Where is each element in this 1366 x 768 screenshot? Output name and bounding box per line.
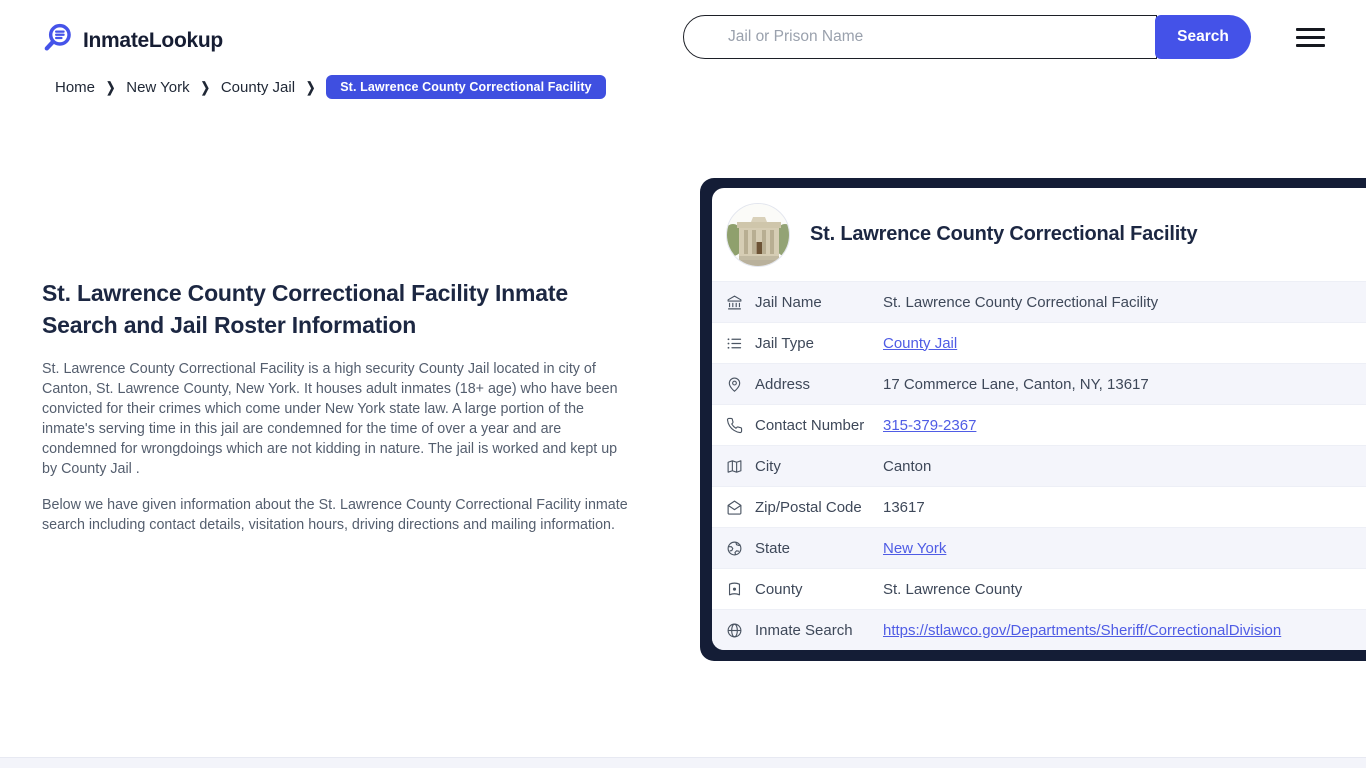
breadcrumb xyxy=(55,75,606,99)
search-button[interactable]: Search xyxy=(1155,15,1251,59)
earth-icon xyxy=(726,540,743,557)
county-value: St. Lawrence County xyxy=(883,580,1023,598)
chevron-right-icon: ❯ xyxy=(306,80,316,96)
chevron-right-icon: ❯ xyxy=(200,80,210,96)
jail-type-link[interactable]: County Jail xyxy=(883,334,958,352)
row-label: Inmate Search xyxy=(755,621,853,639)
facility-card xyxy=(700,178,1366,661)
bank-icon xyxy=(726,294,743,311)
page-title: St. Lawrence County Correctional Facility Inmate Search and Jail Roster Information xyxy=(42,280,568,338)
facility-photo xyxy=(726,203,790,267)
row-label: State xyxy=(755,539,791,557)
row-label: Jail Name xyxy=(755,293,822,311)
breadcrumb-county-jail[interactable]: County Jail xyxy=(220,78,296,96)
facility-card-body xyxy=(712,188,1366,650)
table-row-jail-type xyxy=(712,322,1366,363)
chevron-right-icon: ❯ xyxy=(106,80,116,96)
table-row-jail-name xyxy=(712,281,1366,322)
table-row-inmate-search xyxy=(712,609,1366,650)
globe-icon xyxy=(726,622,743,639)
menu-hamburger-icon[interactable] xyxy=(1296,28,1325,47)
map-pin-icon xyxy=(726,376,743,393)
table-row-address xyxy=(712,363,1366,404)
zip-code-value: 13617 xyxy=(883,498,925,516)
table-row-state xyxy=(712,527,1366,568)
map-icon xyxy=(726,458,743,475)
magnifier-logo-icon xyxy=(42,22,74,59)
city-value: Canton xyxy=(883,457,932,475)
row-label: Contact Number xyxy=(755,416,865,434)
facility-card-title: St. Lawrence County Correctional Facility xyxy=(810,223,1198,245)
facility-card-header xyxy=(712,188,1366,281)
intro-section xyxy=(42,277,634,535)
row-label: County xyxy=(755,580,803,598)
breadcrumb-new-york[interactable]: New York xyxy=(126,78,190,96)
search-input[interactable] xyxy=(683,15,1157,59)
mail-icon xyxy=(726,499,743,516)
contact-number-link[interactable]: 315-379-2367 xyxy=(883,416,977,434)
map-dot-icon xyxy=(726,581,743,598)
row-label: City xyxy=(755,457,781,475)
breadcrumb-home[interactable]: Home xyxy=(55,78,96,96)
table-row-contact-number xyxy=(712,404,1366,445)
jail-name-value: St. Lawrence County Correctional Facility xyxy=(883,293,1159,311)
row-label: Address xyxy=(755,375,811,393)
inmate-search-link[interactable]: https://stlawco.gov/Departments/Sheriff/CorrectionalDivision xyxy=(883,621,1282,639)
footer-strip xyxy=(0,757,1366,768)
table-row-zip-code xyxy=(712,486,1366,527)
jail-search-bar xyxy=(683,15,1251,59)
phone-icon xyxy=(726,417,743,434)
address-value: 17 Commerce Lane, Canton, NY, 13617 xyxy=(883,375,1149,393)
row-label: Zip/Postal Code xyxy=(755,498,862,516)
row-label: Jail Type xyxy=(755,334,814,352)
site-logo[interactable] xyxy=(42,22,223,59)
table-row-county xyxy=(712,568,1366,609)
breadcrumb-current-badge: St. Lawrence County Correctional Facility xyxy=(326,75,605,99)
table-row-city xyxy=(712,445,1366,486)
intro-paragraph-1: St. Lawrence County Correctional Facility is a high security County Jail located in city of Canton, St. Lawrence County, New York. It houses adult inmates (18+ age) who have been convicted for their crimes which come under New York state law. A large portion of the inmate's serving time in this jail are condemned for the time of over a year and are condemned for wrongdoings which are not kidding in nature. The jail is worked and kept up by County Jail . xyxy=(42,361,618,477)
state-link[interactable]: New York xyxy=(883,539,947,557)
logo-text: InmateLookup xyxy=(83,28,223,52)
intro-paragraph-2: Below we have given information about the St. Lawrence County Correctional Facility inmate search including contact details, visitation hours, driving directions and mailing information. xyxy=(42,497,628,533)
list-icon xyxy=(726,335,743,352)
